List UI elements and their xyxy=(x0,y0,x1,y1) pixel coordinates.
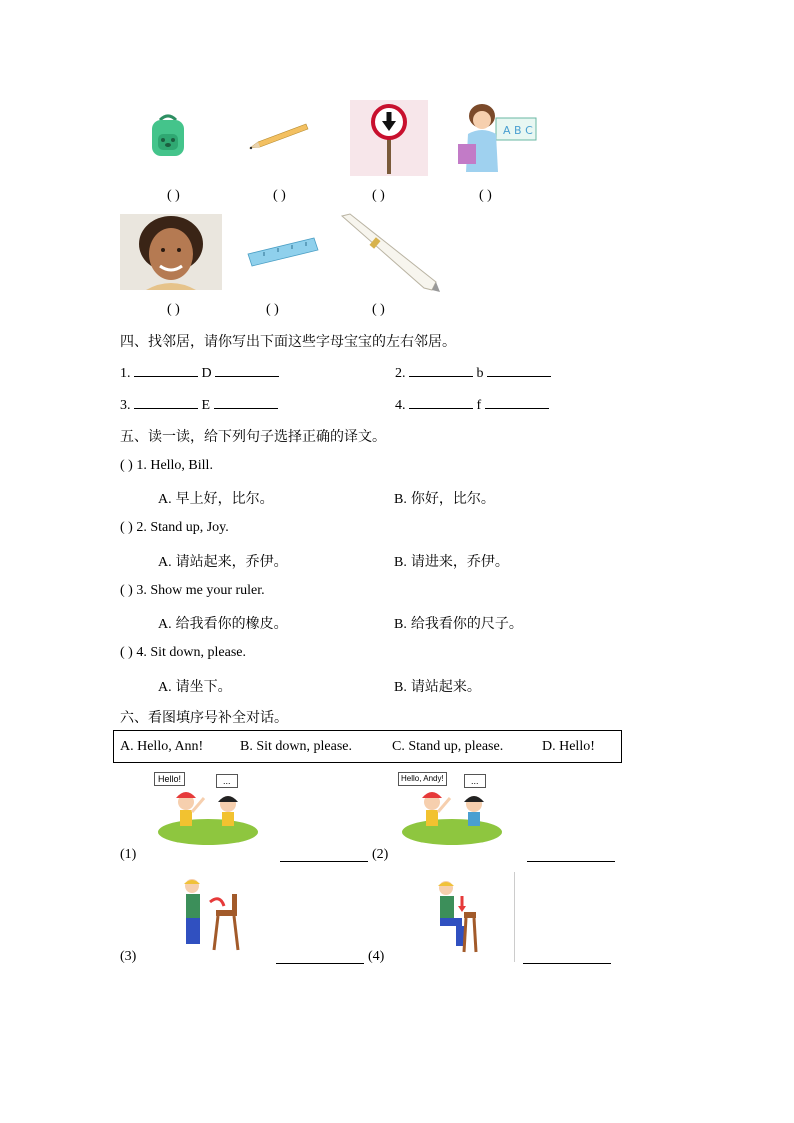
option-text: 早上好，比尔。 xyxy=(175,491,274,507)
answer-blank[interactable] xyxy=(134,396,198,409)
option-label: A. xyxy=(158,680,172,695)
pencil-image xyxy=(248,120,310,152)
speech-bubble-reply: ... xyxy=(464,774,486,788)
ruler-image xyxy=(244,236,320,272)
answer-blank[interactable] xyxy=(409,364,473,377)
options-box xyxy=(113,730,622,763)
label-2: (2) xyxy=(372,847,389,862)
q1-option-b[interactable] xyxy=(394,488,495,508)
answer-paren-6[interactable]: ( ) xyxy=(266,302,279,317)
item-number: 3. xyxy=(120,398,131,413)
q3-option-a[interactable] xyxy=(158,613,288,633)
question-2 xyxy=(120,520,229,536)
option-text: 给我看你的尺子。 xyxy=(410,616,523,632)
answer-paren-1[interactable]: ( ) xyxy=(167,188,180,203)
neighbor-item-2 xyxy=(395,364,551,382)
option-text: 你好，比尔。 xyxy=(410,491,495,507)
option-text: 请坐下。 xyxy=(175,679,232,695)
dialogue-picture-4 xyxy=(430,878,480,954)
section-4-title: 四、找邻居，请你写出下面这些字母宝宝的左右邻居。 xyxy=(120,334,456,350)
dialogue-picture-1 xyxy=(154,772,258,848)
answer-paren-5[interactable]: ( ) xyxy=(167,302,180,317)
answer-paren[interactable]: ( ) xyxy=(120,583,133,598)
option-label: B. xyxy=(394,555,407,570)
pen-image xyxy=(336,210,442,294)
question-text: 4. Sit down, please. xyxy=(136,645,246,660)
question-4 xyxy=(120,645,246,661)
question-text: 3. Show me your ruler. xyxy=(136,583,265,598)
neighbor-item-4 xyxy=(395,396,549,414)
answer-blank[interactable] xyxy=(409,396,473,409)
answer-paren-3[interactable]: ( ) xyxy=(372,188,385,203)
answer-blank[interactable] xyxy=(485,396,549,409)
answer-blank[interactable] xyxy=(215,364,279,377)
section-6-title: 六、看图填序号补全对话。 xyxy=(120,710,288,726)
answer-blank-1[interactable] xyxy=(280,849,368,862)
q3-option-b[interactable] xyxy=(394,613,523,633)
down-arrow-sign-image xyxy=(350,100,428,176)
child-face-image xyxy=(120,214,222,290)
answer-paren-7[interactable]: ( ) xyxy=(372,302,385,317)
answer-paren-2[interactable]: ( ) xyxy=(273,188,286,203)
answer-blank-3[interactable] xyxy=(276,951,364,964)
answer-blank-4[interactable] xyxy=(523,951,611,964)
option-label: B. xyxy=(394,680,407,695)
option-text: 请进来，乔伊。 xyxy=(410,554,509,570)
option-c: C. Stand up, please. xyxy=(392,739,504,754)
q4-option-b[interactable] xyxy=(394,676,481,696)
q4-option-a[interactable] xyxy=(158,676,232,696)
option-label: B. xyxy=(394,492,407,507)
backpack-image xyxy=(146,112,190,158)
option-label: A. xyxy=(158,492,172,507)
answer-paren[interactable]: ( ) xyxy=(120,520,133,535)
teacher-abc-image xyxy=(456,100,542,172)
q1-option-a[interactable] xyxy=(158,488,274,508)
question-1 xyxy=(120,458,213,474)
section-5-title: 五、读一读，给下列句子选择正确的译文。 xyxy=(120,429,386,445)
option-label: B. xyxy=(394,617,407,632)
answer-paren[interactable]: ( ) xyxy=(120,645,133,660)
item-number: 1. xyxy=(120,366,131,381)
item-number: 4. xyxy=(395,398,406,413)
question-text: 2. Stand up, Joy. xyxy=(136,520,229,535)
option-text: 请站起来，乔伊。 xyxy=(175,554,288,570)
answer-blank-2[interactable] xyxy=(527,849,615,862)
label-3: (3) xyxy=(120,949,137,964)
answer-paren[interactable]: ( ) xyxy=(120,458,133,473)
neighbor-item-3 xyxy=(120,396,278,414)
answer-blank[interactable] xyxy=(134,364,198,377)
question-text: 1. Hello, Bill. xyxy=(136,458,213,473)
option-text: 请站起来。 xyxy=(410,679,481,695)
option-label: A. xyxy=(158,617,172,632)
letter: b xyxy=(476,366,484,381)
option-label: A. xyxy=(158,555,172,570)
option-text: 给我看你的橡皮。 xyxy=(175,616,288,632)
option-a: A. Hello, Ann! xyxy=(120,739,204,754)
speech-bubble-reply: ... xyxy=(216,774,238,788)
q2-option-a[interactable] xyxy=(158,551,288,571)
neighbor-item-1 xyxy=(120,364,279,382)
speech-bubble-hello-andy: Hello, Andy! xyxy=(398,772,447,786)
q2-option-b[interactable] xyxy=(394,551,509,571)
option-d: D. Hello! xyxy=(542,739,595,754)
letter: E xyxy=(201,398,211,413)
svg-text:A B C: A B C xyxy=(503,124,533,137)
divider-line xyxy=(514,872,515,962)
speech-bubble-hello: Hello! xyxy=(154,772,185,786)
item-number: 2. xyxy=(395,366,406,381)
answer-blank[interactable] xyxy=(214,396,278,409)
letter: D xyxy=(201,366,212,381)
dialogue-picture-2 xyxy=(398,772,502,848)
letter: f xyxy=(476,398,482,413)
option-b: B. Sit down, please. xyxy=(240,739,352,754)
answer-paren-4[interactable]: ( ) xyxy=(479,188,492,203)
question-3 xyxy=(120,583,265,599)
answer-blank[interactable] xyxy=(487,364,551,377)
label-4: (4) xyxy=(368,949,385,964)
label-1: (1) xyxy=(120,847,137,862)
dialogue-picture-3 xyxy=(174,876,242,952)
